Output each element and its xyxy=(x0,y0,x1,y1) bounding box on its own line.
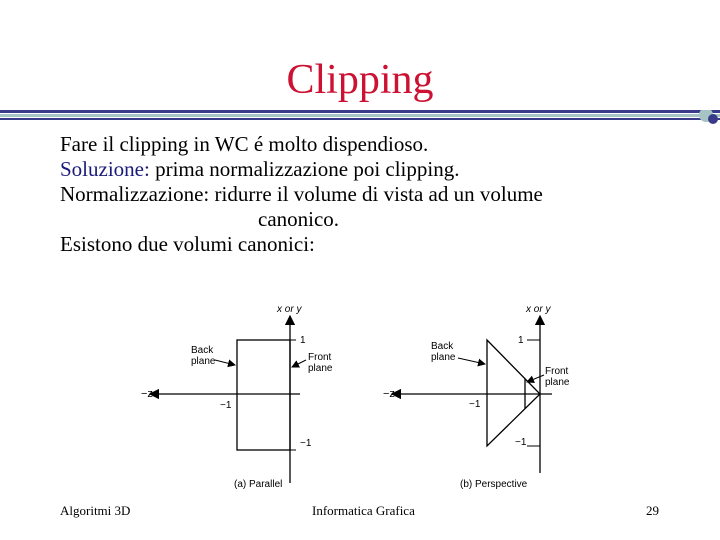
parallel-z-label: −z xyxy=(141,388,153,400)
slide-body xyxy=(60,132,680,257)
parallel-front-label-2: plane xyxy=(308,363,333,374)
perspective-back-label-1: Back xyxy=(431,341,454,352)
slide-title: Clipping xyxy=(286,57,434,103)
body-line-3: Normalizzazione: ridurre il volume di vista ad un volume xyxy=(60,182,543,206)
parallel-back-label-1: Back xyxy=(191,345,214,356)
page-number: 29 xyxy=(646,503,659,518)
perspective-frustum xyxy=(487,340,540,446)
parallel-front-label-1: Front xyxy=(308,352,332,363)
parallel-caption: (a) Parallel xyxy=(234,479,283,490)
perspective-back-label-2: plane xyxy=(431,352,456,363)
perspective-front-arrow xyxy=(527,375,544,382)
body-line-2-rest: prima normalizzazione poi clipping. xyxy=(149,157,460,181)
footer-left: Algoritmi 3D xyxy=(60,503,131,518)
perspective-front-label-1: Front xyxy=(545,366,569,377)
body-line-4: canonico. xyxy=(258,207,340,231)
parallel-volume-diagram xyxy=(141,304,333,490)
body-line-1: Fare il clipping in WC é molto dispendioso. xyxy=(60,132,429,156)
perspective-front-label-2: plane xyxy=(545,377,570,388)
parallel-volume-box xyxy=(237,340,290,450)
parallel-axis-label: x or y xyxy=(277,304,302,315)
parallel-tick-minus1: −1 xyxy=(300,438,312,449)
perspective-axis-label: x or y xyxy=(526,304,551,315)
parallel-z-minus1: −1 xyxy=(220,400,232,411)
perspective-volume-diagram xyxy=(383,304,570,490)
title-divider xyxy=(0,110,720,124)
parallel-back-label-2: plane xyxy=(191,356,216,367)
parallel-front-arrow xyxy=(292,360,306,367)
perspective-z-label: −z xyxy=(383,388,395,400)
body-line-2 xyxy=(60,157,680,182)
perspective-tick-1: 1 xyxy=(518,335,524,346)
perspective-caption: (b) Perspective xyxy=(460,479,528,490)
canonical-volumes-figure xyxy=(0,298,720,498)
parallel-back-arrow xyxy=(215,360,235,365)
perspective-z-minus1: −1 xyxy=(469,399,481,410)
perspective-back-arrow xyxy=(458,358,485,364)
footer-center: Informatica Grafica xyxy=(312,503,415,518)
body-line-5: Esistono due volumi canonici: xyxy=(60,232,315,256)
body-line-2-lead: Soluzione: xyxy=(60,157,150,181)
parallel-tick-1: 1 xyxy=(300,335,306,346)
perspective-tick-minus1: −1 xyxy=(515,437,527,448)
